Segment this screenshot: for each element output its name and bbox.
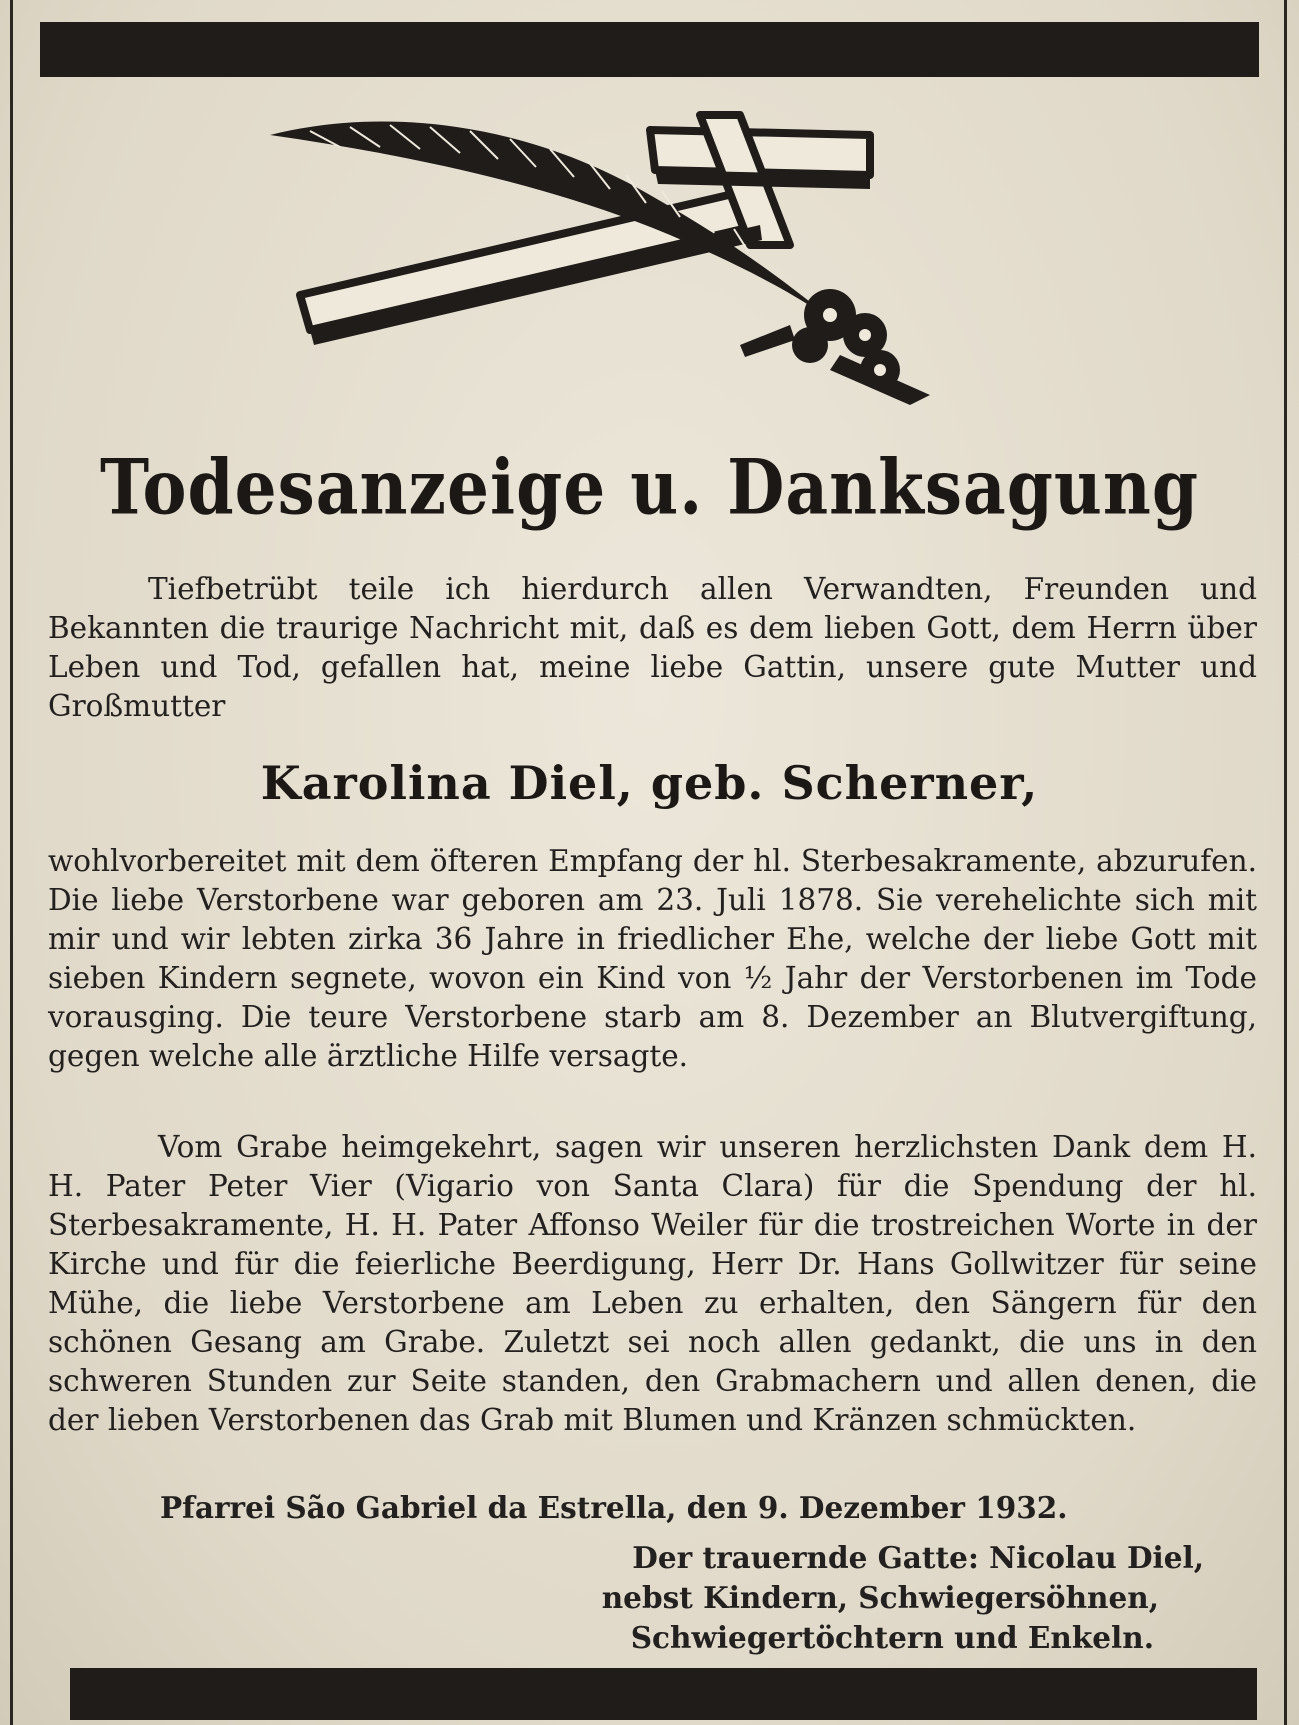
signature-line-3: Schwiegertöchtern und Enkeln. [630,1620,1154,1655]
signature-line-1: Der trauernde Gatte: Nicolau Diel, [632,1540,1204,1575]
signature-block [602,1538,1204,1658]
deceased-name: Karolina Diel, geb. Scherner, [260,756,1039,810]
intro-paragraph: Tiefbetrübt teile ich hierdurch allen Verwandten, Freunden und Bekannten die traurige Nachricht mit, daß es dem lieben Gott, dem Herrn über Leben und Tod, gefallen hat, meine liebe Gattin, unsere gute Mutter und Großmutter [48,572,1257,723]
thanks-paragraph: Vom Grabe heimgekehrt, sagen wir unseren herzlichsten Dank dem H. H. Pater Peter Vier (Vigario von Santa Clara) für die Spendung der hl. Sterbesakramente, H. H. Pater Affonso Weiler für die trostreichen Worte in der Kirche und für die feierliche Beerdigung, Herr Dr. Hans Gollwitzer für seine Mühe, die liebe Verstorbene am Leben zu erhalten, den Sängern für den schönen Gesang am Grabe. Zuletzt sei noch allen gedankt, die uns in den schweren Stunden zur Seite standen, den Grabmachern und allen denen, die der lieben Verstorbenen das Grab mit Blumen und Kränzen schmückten. [48,1130,1257,1437]
top-black-border [40,22,1259,77]
notice-title: Todesanzeige u. Danksagung [99,442,1200,532]
column-rule-left [10,0,13,1725]
column-rule-right [1284,0,1287,1725]
place-and-date: Pfarrei São Gabriel da Estrella, den 9. Dezember 1932. [160,1490,1068,1525]
bottom-black-border [70,1668,1257,1720]
signature-line-2: nebst Kindern, Schwiegersöhnen, [601,1580,1159,1615]
cross-with-palm-frond-icon [270,95,1010,425]
body-paragraph: wohlvorbereitet mit dem öfteren Empfang der hl. Sterbesakramente, abzurufen. Die liebe Verstorbene war geboren am 23. Juli 1878. Sie verehelichte sich mit mir und wir lebten zirka 36 Jahre in friedlicher Ehe, welche der liebe Gott mit sieben Kindern segnete, wovon ein Kind von ½ Jahr der Verstorbenen im Tode vorausging. Die teure Verstorbene starb am 8. Dezember an Blutvergiftung, gegen welche alle ärztliche Hilfe versagte. [48,844,1257,1073]
